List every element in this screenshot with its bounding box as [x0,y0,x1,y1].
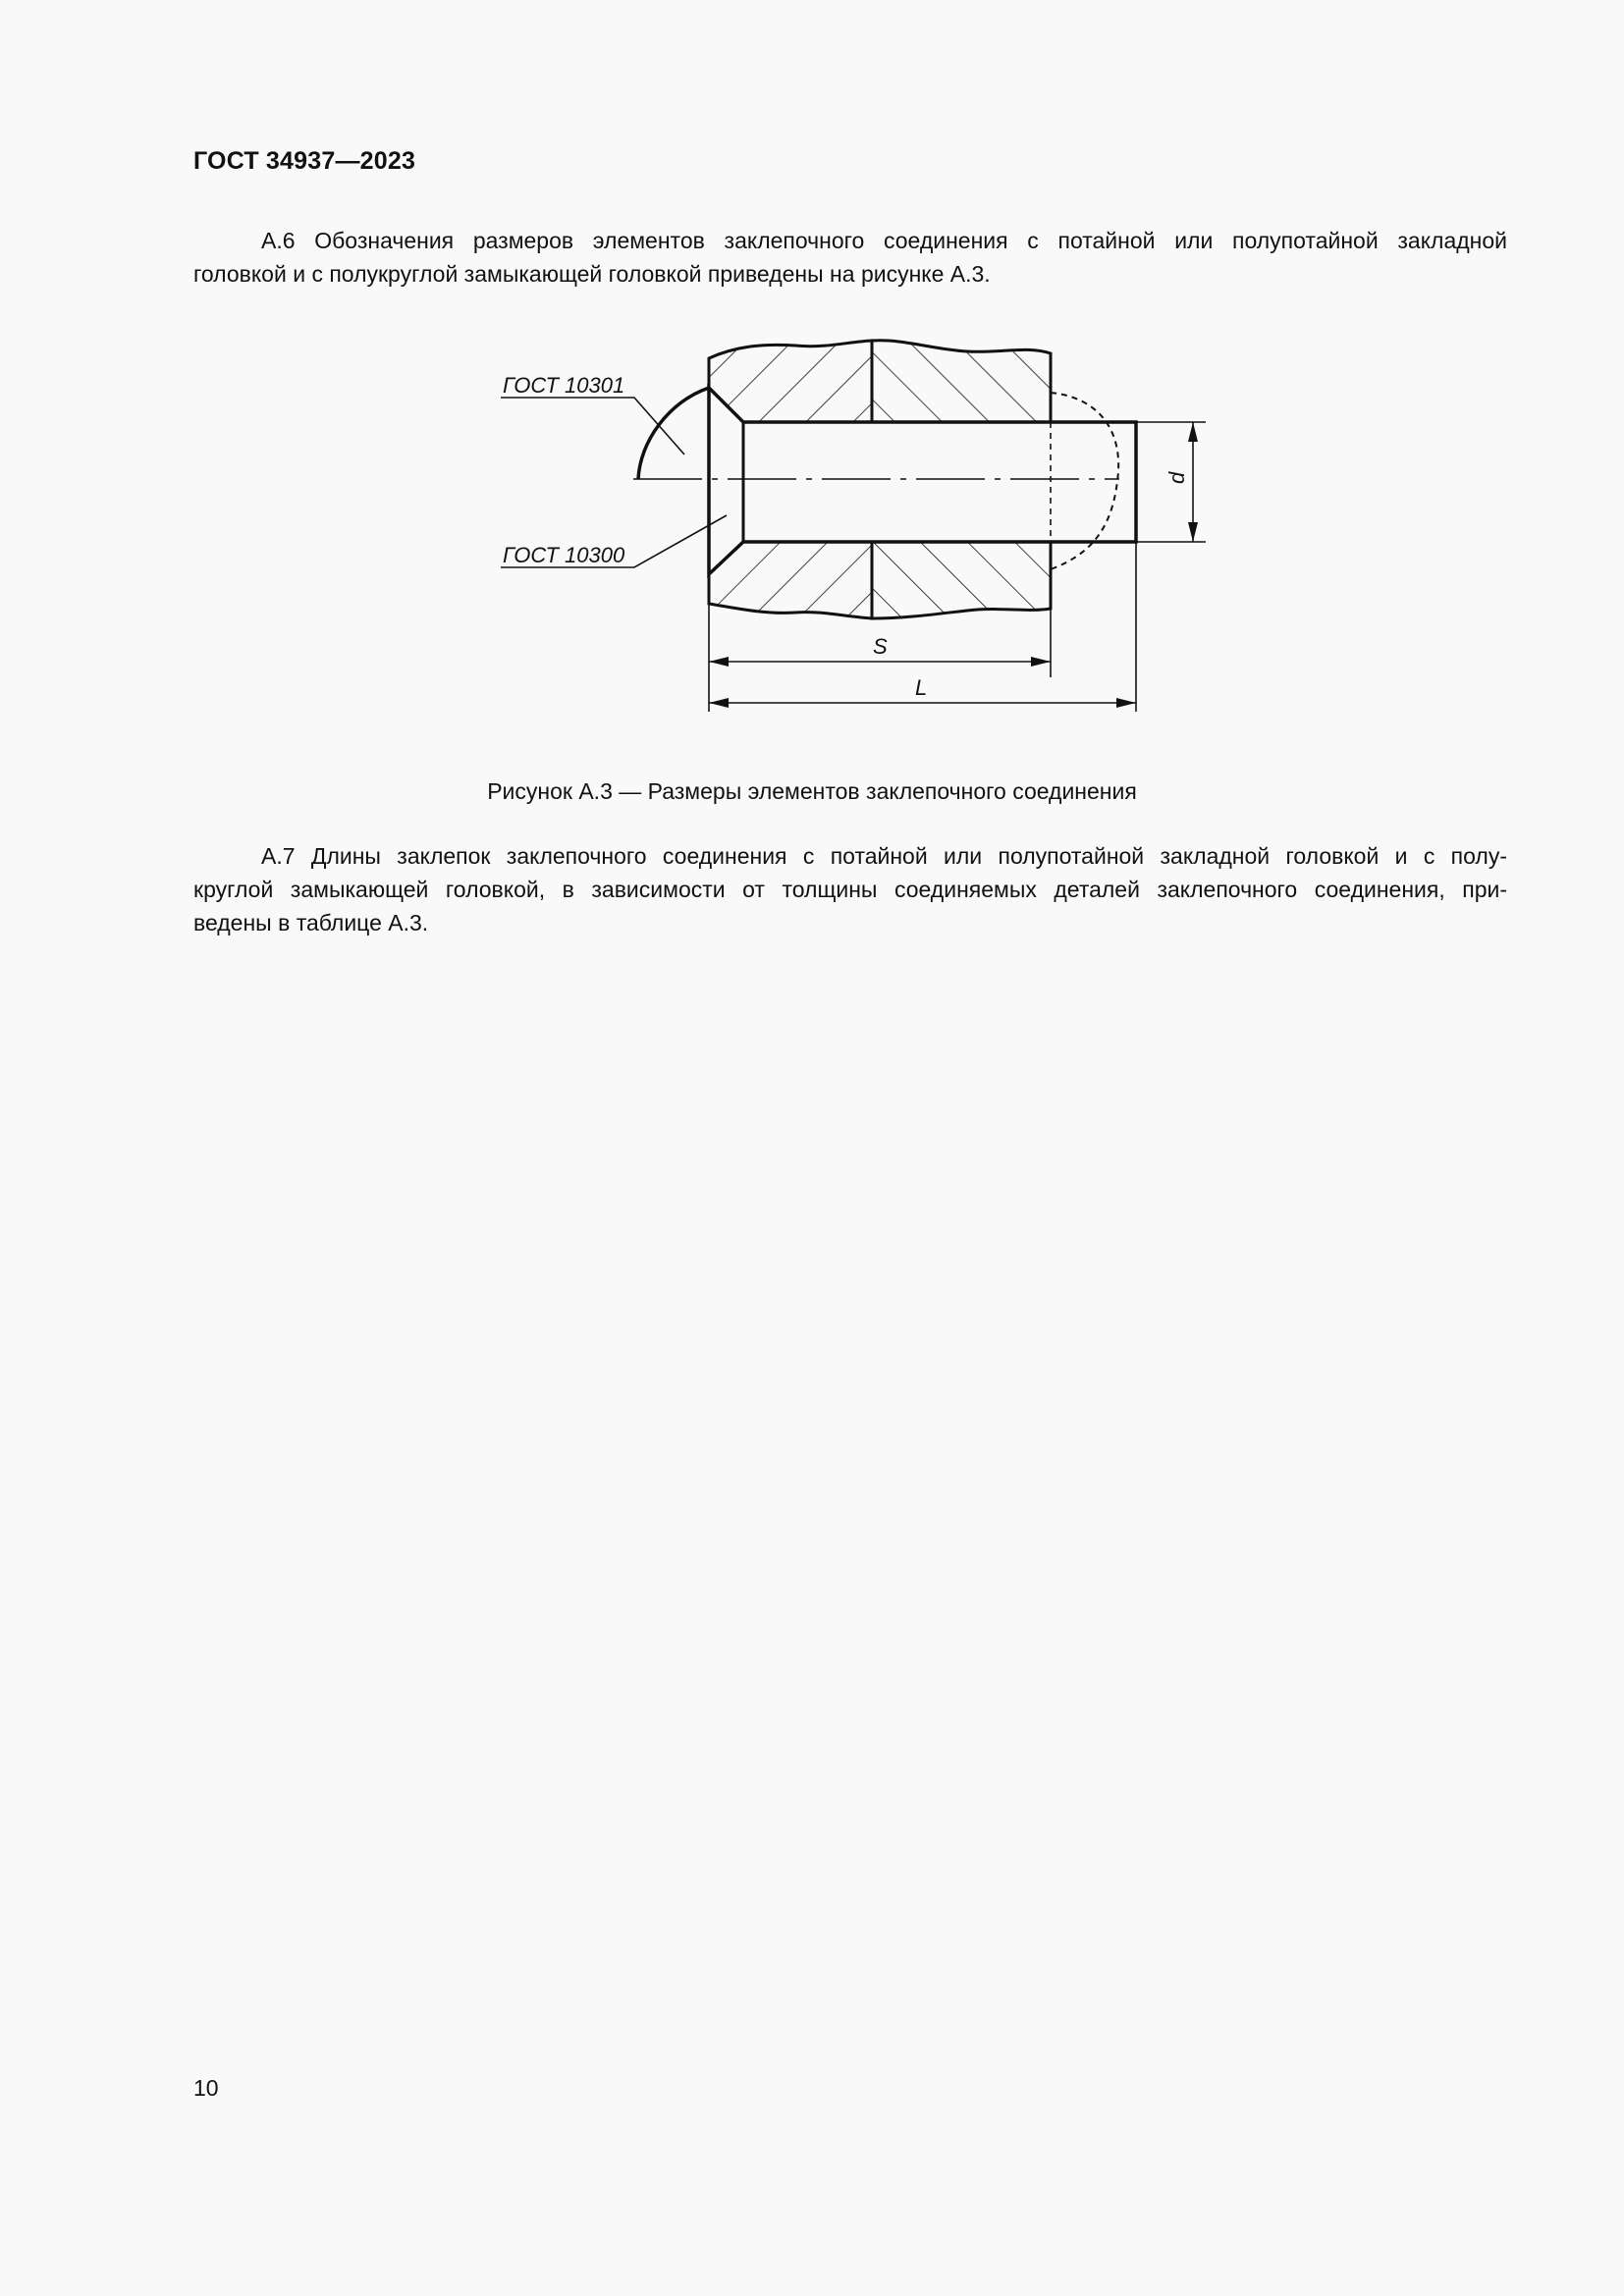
label-gost-10301: ГОСТ 10301 [503,373,625,398]
lower-plate-right [872,542,1051,618]
paragraph-line: ведены в таблице А.3. [193,910,429,935]
paragraph-line: А.7 Длины заклепок заклепочного соединения с потайной или полупотайной закладной головкой и с полу- [261,843,1507,869]
upper-plate-right [872,341,1051,422]
dimension-d-label: d [1164,471,1189,484]
paragraph-line: круглой замыкающей головкой, в зависимости от толщины соединяемых деталей заклепочного соединения, при- [193,877,1507,902]
semiround-head-arc [638,388,709,479]
dimension-l-label: L [915,675,928,700]
paragraph-a7 [193,839,1507,939]
page-number: 10 [193,2075,219,2101]
rivet-joint-figure [0,0,1624,746]
dimension-s-label: S [873,634,888,659]
paragraph-line: А.6 Обозначения размеров элементов заклепочного соединения с потайной или полупотайной закладной [261,228,1507,253]
label-gost-10300: ГОСТ 10300 [503,543,625,567]
figure-caption: Рисунок А.3 — Размеры элементов заклепочного соединения [487,778,1137,804]
page-header: ГОСТ 34937—2023 [193,147,416,175]
paragraph-line: головкой и с полукруглой замыкающей головкой приведены на рисунке А.3. [193,261,991,287]
